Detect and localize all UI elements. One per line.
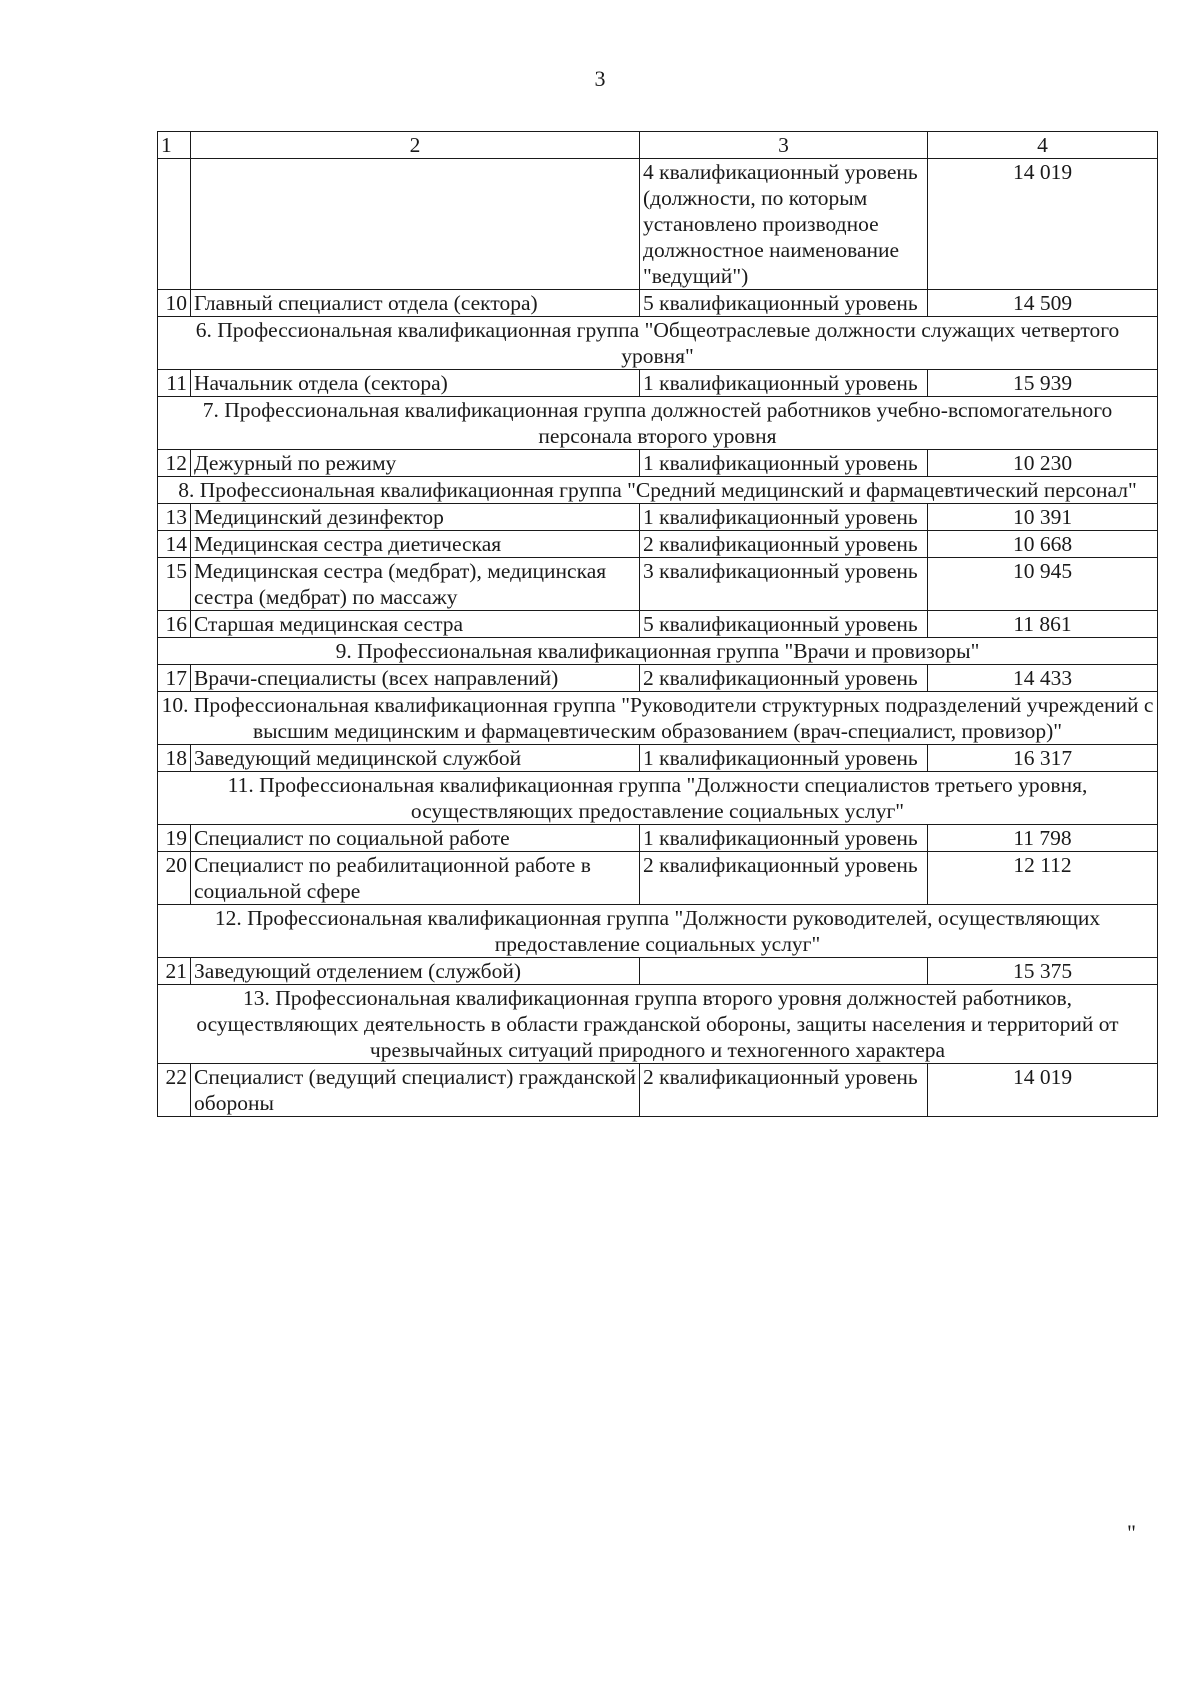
salary-amount: 10 945 — [928, 558, 1158, 611]
row-number — [158, 159, 191, 290]
salary-amount: 16 317 — [928, 745, 1158, 772]
table-row — [158, 958, 1158, 985]
qualification-level — [640, 958, 928, 985]
position-name: Медицинская сестра диетическая — [191, 531, 640, 558]
position-name: Медицинский дезинфектор — [191, 504, 640, 531]
qualification-level: 5 квалификационный уровень — [640, 611, 928, 638]
position-name: Врачи-специалисты (всех направлений) — [191, 665, 640, 692]
group-heading-row — [158, 317, 1158, 370]
position-name: Заведующий отделением (службой) — [191, 958, 640, 985]
salary-amount: 14 019 — [928, 159, 1158, 290]
table-row — [158, 370, 1158, 397]
row-number: 20 — [158, 852, 191, 905]
table-row — [158, 531, 1158, 558]
group-heading: 10. Профессиональная квалификационная группа "Руководители структурных подразделений учреждений с высшим медицинским и фармацевтическим образованием (врач-специалист, провизор)" — [158, 692, 1158, 745]
salary-amount: 15 375 — [928, 958, 1158, 985]
group-heading-row — [158, 692, 1158, 745]
closing-quote: " — [1127, 1520, 1136, 1545]
position-name: Старшая медицинская сестра — [191, 611, 640, 638]
table-row — [158, 290, 1158, 317]
row-number: 14 — [158, 531, 191, 558]
row-number: 12 — [158, 450, 191, 477]
group-heading: 7. Профессиональная квалификационная группа должностей работников учебно-вспомогательного персонала второго уровня — [158, 397, 1158, 450]
table-row — [158, 825, 1158, 852]
salary-amount: 10 668 — [928, 531, 1158, 558]
group-heading: 12. Профессиональная квалификационная группа "Должности руководителей, осуществляющих предоставление социальных услуг" — [158, 905, 1158, 958]
table-row — [158, 558, 1158, 611]
group-heading-row — [158, 477, 1158, 504]
qualification-level: 1 квалификационный уровень — [640, 504, 928, 531]
salary-amount: 14 019 — [928, 1064, 1158, 1117]
table-body — [158, 159, 1158, 1117]
group-heading: 8. Профессиональная квалификационная группа "Средний медицинский и фармацевтический персонал" — [158, 477, 1158, 504]
group-heading: 9. Профессиональная квалификационная группа "Врачи и провизоры" — [158, 638, 1158, 665]
row-number: 13 — [158, 504, 191, 531]
position-name: Дежурный по режиму — [191, 450, 640, 477]
qualification-level: 2 квалификационный уровень — [640, 531, 928, 558]
position-name: Медицинская сестра (медбрат), медицинская сестра (медбрат) по массажу — [191, 558, 640, 611]
qualification-level: 1 квалификационный уровень — [640, 450, 928, 477]
position-name — [191, 159, 640, 290]
header-col-2: 2 — [191, 132, 640, 159]
header-col-1: 1 — [158, 132, 191, 159]
position-name: Специалист по социальной работе — [191, 825, 640, 852]
qualification-level: 3 квалификационный уровень — [640, 558, 928, 611]
salary-amount: 11 861 — [928, 611, 1158, 638]
row-number: 15 — [158, 558, 191, 611]
qualification-level: 2 квалификационный уровень — [640, 665, 928, 692]
row-number: 19 — [158, 825, 191, 852]
qualification-level: 1 квалификационный уровень — [640, 825, 928, 852]
table-header-row — [158, 132, 1158, 159]
salary-amount: 15 939 — [928, 370, 1158, 397]
salary-amount: 12 112 — [928, 852, 1158, 905]
table-row — [158, 450, 1158, 477]
qualification-level: 4 квалификационный уровень (должности, по которым установлено производное должностное наименование "ведущий") — [640, 159, 928, 290]
table-row — [158, 665, 1158, 692]
group-heading: 13. Профессиональная квалификационная группа второго уровня должностей работников, осуществляющих деятельность в области гражданской обороны, защиты населения и территорий от чрезвычайных ситуаций природного и техногенного характера — [158, 985, 1158, 1064]
row-number: 10 — [158, 290, 191, 317]
table-row — [158, 159, 1158, 290]
table-row — [158, 852, 1158, 905]
qualification-level: 1 квалификационный уровень — [640, 370, 928, 397]
position-name: Специалист по реабилитационной работе в социальной сфере — [191, 852, 640, 905]
group-heading: 11. Профессиональная квалификационная группа "Должности специалистов третьего уровня, осуществляющих предоставление социальных услуг" — [158, 772, 1158, 825]
group-heading-row — [158, 985, 1158, 1064]
position-name: Заведующий медицинской службой — [191, 745, 640, 772]
row-number: 16 — [158, 611, 191, 638]
qualification-level: 2 квалификационный уровень — [640, 852, 928, 905]
header-col-3: 3 — [640, 132, 928, 159]
salary-amount: 14 433 — [928, 665, 1158, 692]
header-col-4: 4 — [928, 132, 1158, 159]
row-number: 11 — [158, 370, 191, 397]
position-name: Начальник отдела (сектора) — [191, 370, 640, 397]
group-heading: 6. Профессиональная квалификационная группа "Общеотраслевые должности служащих четвертого уровня" — [158, 317, 1158, 370]
salary-amount: 11 798 — [928, 825, 1158, 852]
table-row — [158, 745, 1158, 772]
salary-amount: 10 230 — [928, 450, 1158, 477]
salary-table — [157, 131, 1158, 1117]
page-number: 3 — [594, 66, 606, 91]
table-row — [158, 611, 1158, 638]
table-row — [158, 1064, 1158, 1117]
row-number: 21 — [158, 958, 191, 985]
table-row — [158, 504, 1158, 531]
qualification-level: 5 квалификационный уровень — [640, 290, 928, 317]
salary-amount: 14 509 — [928, 290, 1158, 317]
group-heading-row — [158, 905, 1158, 958]
position-name: Специалист (ведущий специалист) гражданской обороны — [191, 1064, 640, 1117]
group-heading-row — [158, 638, 1158, 665]
qualification-level: 1 квалификационный уровень — [640, 745, 928, 772]
row-number: 22 — [158, 1064, 191, 1117]
qualification-level: 2 квалификационный уровень — [640, 1064, 928, 1117]
row-number: 18 — [158, 745, 191, 772]
row-number: 17 — [158, 665, 191, 692]
salary-amount: 10 391 — [928, 504, 1158, 531]
group-heading-row — [158, 397, 1158, 450]
position-name: Главный специалист отдела (сектора) — [191, 290, 640, 317]
group-heading-row — [158, 772, 1158, 825]
